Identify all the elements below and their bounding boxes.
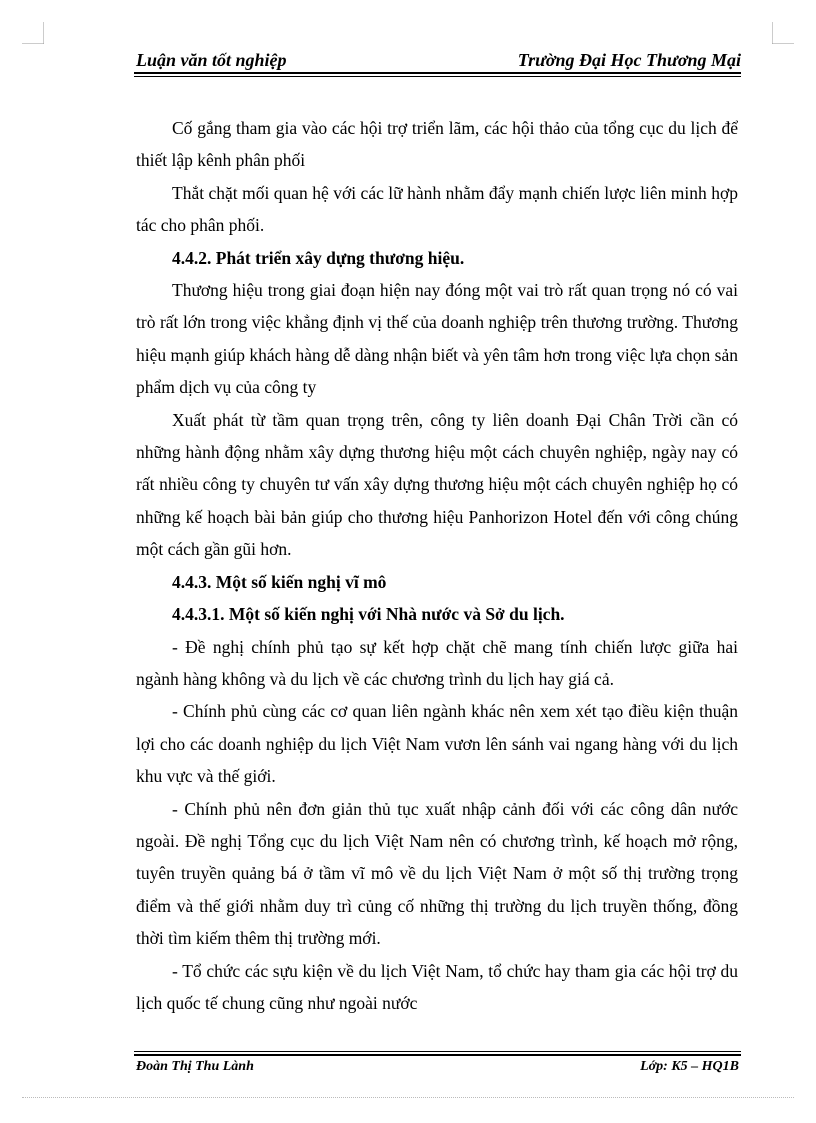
paragraph: Cố gắng tham gia vào các hội trợ triển lãm, các hội thảo của tổng cục du lịch để thiết lập kênh phân phối	[136, 118, 738, 171]
page-bottom-guide	[22, 1097, 794, 1098]
section-heading: 4.4.3. Một số kiến nghị vĩ mô	[172, 571, 387, 592]
bullet-paragraph: - Chính phủ nên đơn giản thủ tục xuất nhập cảnh đối với các công dân nước ngoài. Đề nghị Tổng cục du lịch Việt Nam nên có chương trình, kế hoạch mở rộng, tuyên truyền quảng bá ở tầm vĩ mô về du lịch Việt Nam ở một số thị trường trọng điểm và thế giới nhằm duy trì củng cố những thị trường du lịch truyền thống, đồng thời tìm kiếm thêm thị trường mới.	[136, 798, 738, 949]
footer-rule-thick	[134, 1054, 741, 1056]
header-university-name: Trường Đại Học Thương Mại	[517, 50, 741, 70]
footer-class-label: Lớp: K5 – HQ1B	[640, 1059, 739, 1074]
paragraph: Xuất phát từ tầm quan trọng trên, công ty liên doanh Đại Chân Trời cần có những hành động nhằm xây dựng thương hiệu một cách chuyên nghiệp, ngày nay có rất nhiều công ty chuyên tư vấn xây dựng thương hiệu một cách chuyên nghiệp họ có những kế hoạch bài bản giúp cho thương hiệu Panhorizon Hotel đến với công chúng một cách gần gũi hơn.	[136, 409, 738, 560]
footer-rule-thin	[134, 1051, 741, 1052]
footer-author-name: Đoàn Thị Thu Lành	[136, 1059, 254, 1074]
section-heading: 4.4.2. Phát triển xây dựng thương hiệu.	[172, 247, 465, 268]
body-text	[136, 112, 738, 1019]
bullet-paragraph: - Chính phủ cùng các cơ quan liên ngành khác nên xem xét tạo điều kiện thuận lợi cho các doanh nghiệp du lịch Việt Nam vươn lên sánh vai ngang hàng với du lịch khu vực và thế giới.	[136, 701, 738, 787]
bullet-paragraph: - Tổ chức các sựu kiện về du lịch Việt Nam, tổ chức hay tham gia các hội trợ du lịch quốc tế chung cũng như ngoài nước	[136, 960, 738, 1013]
paragraph: Thắt chặt mối quan hệ với các lữ hành nhằm đẩy mạnh chiến lược liên minh hợp tác cho phân phối.	[136, 182, 738, 236]
header-thesis-label: Luận văn tốt nghiệp	[136, 50, 287, 70]
page-header	[134, 46, 741, 72]
page-footer	[134, 1058, 741, 1080]
crop-mark-top-right	[772, 22, 794, 44]
bullet-paragraph: - Đề nghị chính phủ tạo sự kết hợp chặt chẽ mang tính chiến lược giữa hai ngành hàng không và du lịch về các chương trình du lịch hay giá cả.	[136, 636, 738, 689]
crop-mark-top-left	[22, 22, 44, 44]
header-rule-thick	[134, 72, 741, 74]
subsection-heading: 4.4.3.1. Một số kiến nghị với Nhà nước và Sở du lịch.	[172, 604, 565, 625]
header-rule-thin	[134, 76, 741, 77]
paragraph: Thương hiệu trong giai đoạn hiện nay đóng một vai trò rất quan trọng nó có vai trò rất lớn trong việc khẳng định vị thế của doanh nghiệp trên thương trường. Thương hiệu mạnh giúp khách hàng dễ dàng nhận biết và yên tâm hơn trong việc lựa chọn sản phẩm dịch vụ của công ty	[136, 280, 738, 398]
